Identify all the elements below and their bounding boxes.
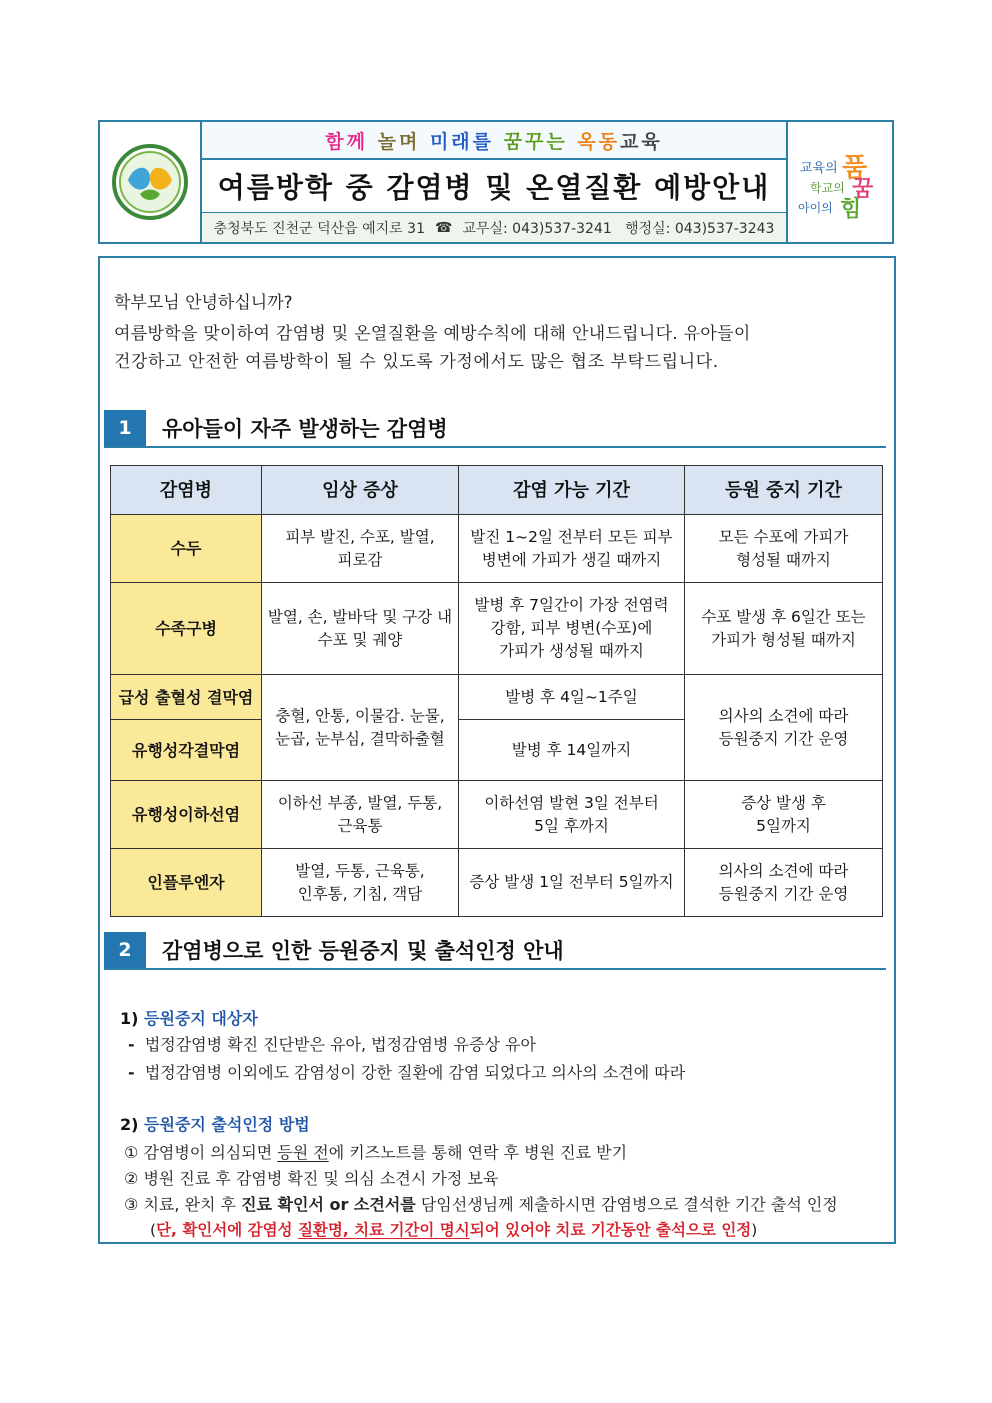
- part-number: 2): [120, 1115, 139, 1134]
- step-mark: ③: [124, 1195, 139, 1214]
- period-cell: 증상 발생 1일 전부터 5일까지: [459, 849, 685, 917]
- part-1-heading: [120, 1006, 258, 1029]
- symptom-cell: 충혈, 안통, 이물감. 눈물, 눈곱, 눈부심, 결막하출혈: [262, 675, 459, 781]
- list-item: [128, 1060, 685, 1083]
- note-paren: ): [751, 1221, 758, 1239]
- disease-name: 급성 출혈성 결막염: [111, 675, 262, 720]
- school-emblem-icon: [110, 142, 190, 222]
- table-header-row: [111, 466, 883, 515]
- symptom-cell: 발열, 손, 발바닥 및 구강 내 수포 및 궤양: [262, 583, 459, 675]
- column-header: 감염 가능 기간: [459, 466, 685, 515]
- note-emphasis: 질환명, 치료 기간이 명시: [297, 1221, 470, 1239]
- section-number: 2: [104, 932, 146, 968]
- bullet: -: [128, 1063, 135, 1082]
- table-row: [111, 675, 883, 720]
- step-1: [124, 1140, 627, 1163]
- table-row: [111, 849, 883, 917]
- period-cell: 발진 1~2일 전부터 모든 피부 병변에 가피가 생길 때까지: [459, 515, 685, 583]
- svg-text:꿈: 꿈: [852, 177, 874, 202]
- slogan-segment: 함께: [325, 130, 368, 153]
- note-paren: (: [150, 1221, 157, 1239]
- symptom-cell: 이하선 부종, 발열, 두통, 근육통: [262, 781, 459, 849]
- education-brand-icon: [794, 142, 886, 222]
- svg-text:힘: 힘: [840, 197, 862, 222]
- section-1-header: [104, 410, 886, 448]
- step-text: 에 키즈노트를 통해 연락 후 병원 진료 받기: [328, 1143, 628, 1162]
- step-emphasis: 등원 전: [277, 1143, 329, 1162]
- phone-icon: ☎: [434, 219, 453, 236]
- education-logo: [786, 122, 892, 242]
- disease-table: [110, 465, 883, 917]
- column-header: 등원 중지 기간: [685, 466, 883, 515]
- step-text: 감염병이 의심되면: [143, 1143, 278, 1162]
- part-title: 등원중지 대상자: [144, 1009, 258, 1028]
- intro-line-1: 여름방학을 맞이하여 감염병 및 온열질환을 예방수칙에 대해 안내드립니다. 유아들이: [114, 324, 751, 344]
- slogan-segment: 옥동: [577, 130, 621, 153]
- section-number: 1: [104, 410, 146, 446]
- step-text: 병원 진료 후 감염병 확진 및 의심 소견시 가정 보육: [143, 1169, 499, 1188]
- step-mark: ①: [124, 1143, 139, 1162]
- bullet: -: [128, 1035, 135, 1054]
- symptom-cell: 피부 발진, 수포, 발열, 피로감: [262, 515, 459, 583]
- phone-numbers: 교무실: 043)537-3241 행정실: 043)537-3243: [462, 220, 775, 237]
- school-address: [202, 213, 786, 242]
- greeting: 학부모님 안녕하십니까?: [114, 293, 293, 313]
- column-header: 감염병: [111, 466, 262, 515]
- period-cell: 발병 후 7일간이 가장 전염력 강함, 피부 병변(수포)에 가피가 생성될 때까지: [459, 583, 685, 675]
- step-emphasis: 진료 확인서 or 소견서를: [241, 1195, 416, 1214]
- note: [150, 1218, 757, 1240]
- step-text: 담임선생님께 제출하시면 감염병으로 결석한 기간 출석 인정: [415, 1195, 838, 1214]
- page-title: 여름방학 중 감염병 및 온열질환 예방안내: [202, 160, 786, 213]
- part-number: 1): [120, 1009, 139, 1028]
- slogan-segment: 교육: [620, 130, 663, 153]
- intro-line-2: 건강하고 안전한 여름방학이 될 수 있도록 가정에서도 많은 협조 부탁드립니다.: [114, 352, 719, 372]
- step-2: [124, 1166, 498, 1189]
- step-3: [124, 1192, 838, 1215]
- stop-period-cell: 증상 발생 후 5일까지: [685, 781, 883, 849]
- table-row: [111, 781, 883, 849]
- main-content: [98, 256, 896, 1244]
- school-logo: [100, 122, 202, 242]
- slogan-segment: 꿈꾸는: [494, 130, 578, 153]
- header-box: [98, 120, 894, 244]
- symptom-cell: 발열, 두통, 근육통, 인후통, 기침, 객담: [262, 849, 459, 917]
- svg-text:아이의: 아이의: [798, 201, 833, 215]
- stop-period-cell: 의사의 소견에 따라 등원중지 기간 운영: [685, 675, 883, 781]
- stop-period-cell: 모든 수포에 가피가 형성될 때까지: [685, 515, 883, 583]
- section-title: 유아들이 자주 발생하는 감염병: [162, 417, 448, 441]
- slogan-segment: 놀며: [367, 130, 430, 153]
- period-cell: 이하선염 발현 3일 전부터 5일 후까지: [459, 781, 685, 849]
- step-text: 치료, 완치 후: [143, 1195, 242, 1214]
- disease-name: 수두: [111, 515, 262, 583]
- section-title: 감염병으로 인한 등원중지 및 출석인정 안내: [162, 939, 564, 963]
- note-text: 단, 확인서에 감염성: [156, 1221, 298, 1239]
- list-item-text: 법정감염병 이외에도 감염성이 강한 질환에 감염 되었다고 의사의 소견에 따라: [144, 1063, 686, 1082]
- svg-text:교육의: 교육의: [800, 161, 838, 176]
- table-row: [111, 583, 883, 675]
- disease-name: 수족구병: [111, 583, 262, 675]
- note-text: 되어 있어야 치료 기간동안 출석으로 인정: [469, 1221, 752, 1239]
- list-item-text: 법정감염병 확진 진단받은 유아, 법정감염병 유증상 유아: [144, 1035, 536, 1054]
- address-text: 충청북도 진천군 덕산읍 예지로 31: [213, 220, 425, 237]
- table-row: [111, 515, 883, 583]
- disease-name: 유행성각결막염: [111, 720, 262, 781]
- slogan-segment: 미래를: [429, 130, 494, 153]
- column-header: 임상 증상: [262, 466, 459, 515]
- svg-text:품: 품: [842, 153, 868, 183]
- period-cell: 발병 후 4일~1주일: [459, 675, 685, 720]
- part-2-heading: [120, 1112, 310, 1135]
- svg-text:학교의: 학교의: [810, 181, 845, 195]
- part-title: 등원중지 출석인정 방법: [144, 1115, 310, 1134]
- disease-name: 유행성이하선염: [111, 781, 262, 849]
- school-slogan: [202, 122, 786, 160]
- period-cell: 발병 후 14일까지: [459, 720, 685, 781]
- stop-period-cell: 의사의 소견에 따라 등원중지 기간 운영: [685, 849, 883, 917]
- disease-name: 인플루엔자: [111, 849, 262, 917]
- list-item: [128, 1032, 536, 1055]
- section-2-header: [104, 932, 886, 970]
- step-mark: ②: [124, 1169, 139, 1188]
- stop-period-cell: 수포 발생 후 6일간 또는 가피가 형성될 때까지: [685, 583, 883, 675]
